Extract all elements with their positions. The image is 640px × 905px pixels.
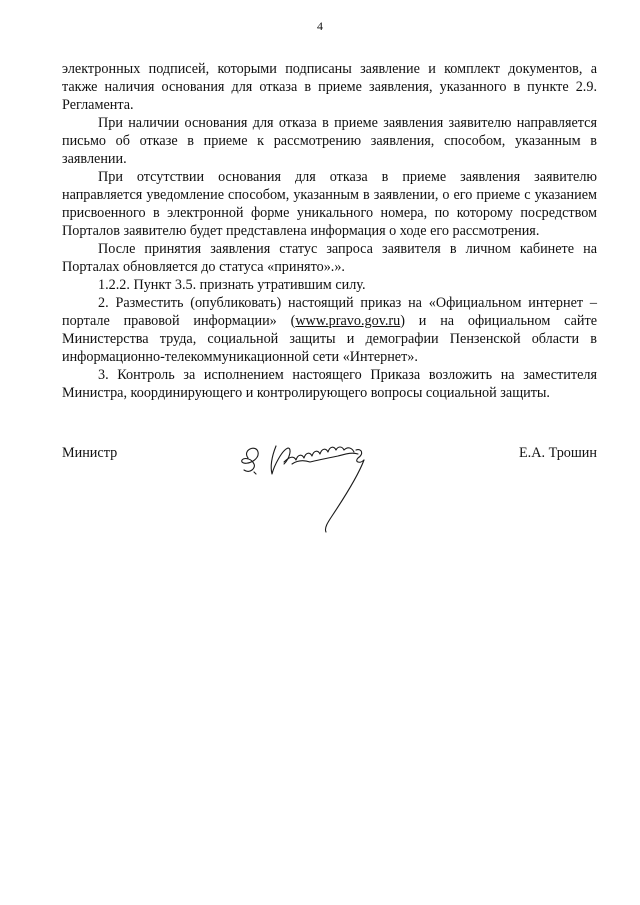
paragraph-item-3-control: 3. Контроль за исполнением настоящего Приказа возложить на заместителя Министра, координирующего и контролирующего вопросы социальной защиты. (62, 367, 597, 401)
paragraph-item-2-publication (62, 294, 597, 366)
paragraph-item-1-2-2: 1.2.2. Пункт 3.5. признать утратившим силу. (98, 277, 366, 293)
publication-text-start: 2. Разместить (опубликовать) настоящий приказ на «Официальном интернет – портале правовой информации» ( (62, 295, 597, 329)
paragraph-refusal-letter: При наличии основания для отказа в приеме заявления заявителю направляется письмо об отказе в приеме к рассмотрению заявления, способом, указанным в заявлении. (62, 115, 597, 167)
signature-block (62, 436, 597, 536)
paragraph-status-update: После принятия заявления статус запроса заявителя в личном кабинете на Порталах обновляется до статуса «принято».». (62, 241, 597, 275)
paragraph-acceptance-notice: При отсутствии основания для отказа в приеме заявления заявителю направляется уведомление способом, указанным в заявлении, о его приеме с указанием присвоенного в электронной форме уникального номера, по которому посредством Порталов заявителю будет представлена информация о ходе его рассмотрения. (62, 169, 597, 239)
handwritten-signature-icon (232, 436, 392, 536)
pravo-gov-link[interactable]: www.pravo.gov.ru (295, 313, 401, 329)
signer-title: Министр (62, 445, 118, 461)
publication-text-end: ) и на официальном сайте Министерства труда, социальной защиты и демографии Пензенской области в информационно-телекоммуникационной сети «Интернет». (62, 313, 598, 365)
document-body (62, 60, 597, 402)
page-number: 4 (317, 19, 323, 33)
paragraph-continuation: электронных подписей, которыми подписаны заявление и комплект документов, а также наличия основания для отказа в приеме заявления, указанного в пункте 2.9. Регламента. (62, 61, 597, 113)
signer-name: Е.А. Трошин (519, 445, 597, 461)
